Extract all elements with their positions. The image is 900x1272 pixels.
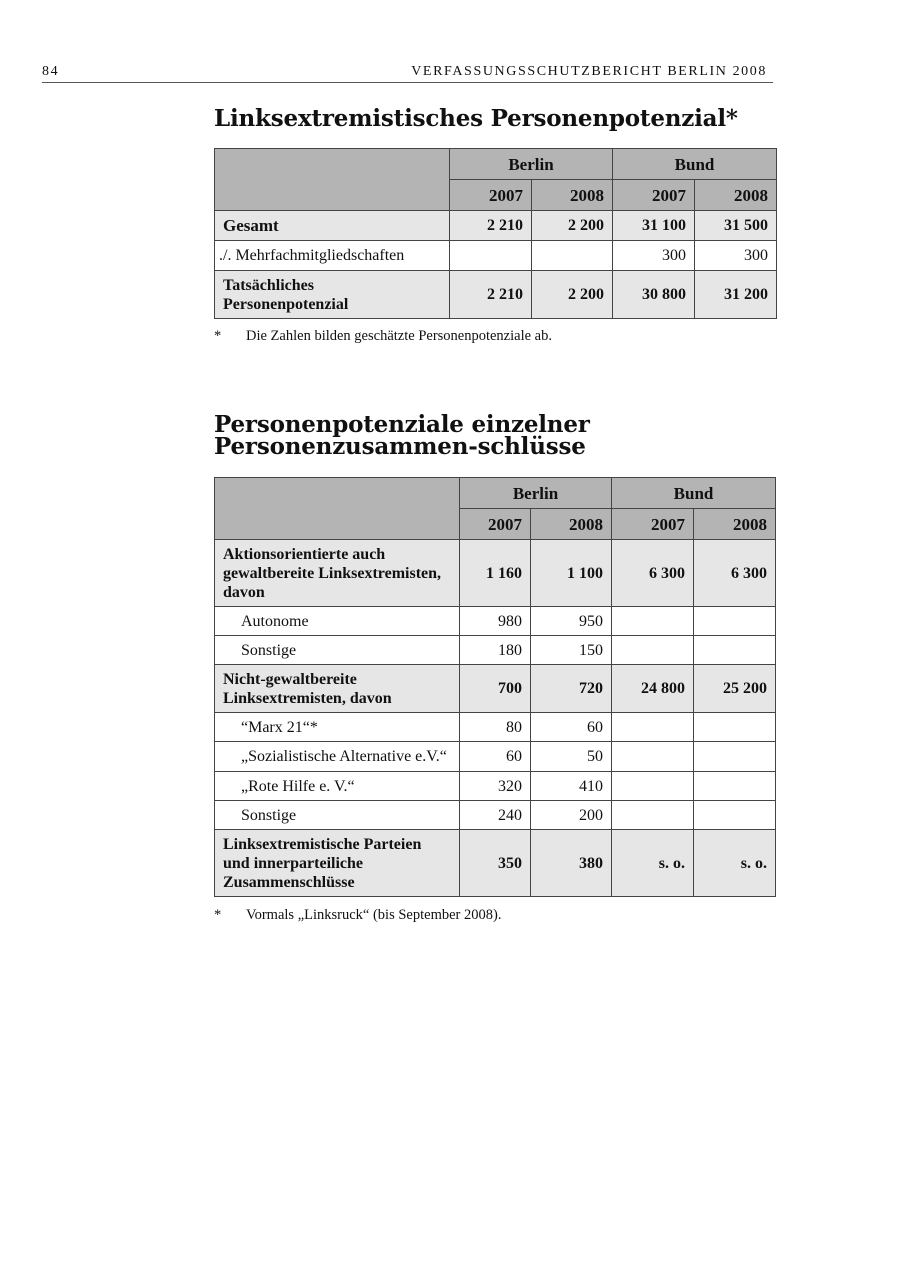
header-blank-cell	[215, 478, 460, 540]
cell-value	[612, 713, 694, 742]
personenpotenzial-table	[214, 148, 777, 319]
running-header	[42, 62, 773, 83]
cell-value	[694, 636, 776, 665]
row-label: „Sozialistische Alternative e.V.“	[215, 742, 460, 772]
row-label: Tatsächliches Personenpotenzial	[215, 271, 450, 319]
cell-value: s. o.	[694, 830, 776, 897]
table-row	[215, 742, 776, 772]
section-title-personenpotenzial: Linksextremistisches Personenpotenzial*	[214, 105, 738, 132]
header-blank-cell	[215, 149, 450, 211]
cell-value: 50	[531, 742, 612, 772]
cell-value: 60	[460, 742, 531, 772]
cell-value: 320	[460, 772, 531, 801]
table-row	[215, 772, 776, 801]
cell-value: 720	[531, 665, 612, 713]
year-header: 2008	[532, 180, 613, 211]
cell-value	[694, 713, 776, 742]
footnote-marker: *	[214, 907, 222, 923]
table-row	[215, 830, 776, 897]
row-label: Nicht-gewaltbereite Linksextremisten, davon	[215, 665, 460, 713]
cell-value	[694, 772, 776, 801]
table-row	[215, 211, 777, 241]
cell-value: 2 210	[450, 211, 532, 241]
row-label: Aktionsorientierte auch gewaltbereite Linksextremisten, davon	[215, 540, 460, 607]
table-row	[215, 540, 776, 607]
row-label: „Rote Hilfe e. V.“	[215, 772, 460, 801]
section-title-zusammenschluesse: Personenpotenziale einzelner Personenzusammen-schlüsse	[214, 411, 590, 460]
row-label: Autonome	[215, 607, 460, 636]
year-header: 2007	[612, 509, 694, 540]
row-label: Linksextremistische Parteien und innerparteiliche Zusammenschlüsse	[215, 830, 460, 897]
cell-value: 6 300	[612, 540, 694, 607]
cell-value: 200	[531, 801, 612, 830]
cell-value	[612, 607, 694, 636]
footnote-text: Vormals „Linksruck“ (bis September 2008).	[246, 907, 502, 923]
cell-value: 150	[531, 636, 612, 665]
group-header-berlin: Berlin	[450, 149, 613, 180]
group-header-bund: Bund	[612, 478, 776, 509]
cell-value: 6 300	[694, 540, 776, 607]
cell-value	[612, 636, 694, 665]
cell-value: 380	[531, 830, 612, 897]
row-label: “Marx 21“*	[215, 713, 460, 742]
footnote-text: Die Zahlen bilden geschätzte Personenpotenziale ab.	[246, 328, 552, 344]
cell-value: 240	[460, 801, 531, 830]
cell-value: 980	[460, 607, 531, 636]
cell-value	[694, 801, 776, 830]
cell-value	[694, 742, 776, 772]
table-row	[215, 636, 776, 665]
group-header-bund: Bund	[613, 149, 777, 180]
cell-value: 2 200	[532, 271, 613, 319]
cell-value: 80	[460, 713, 531, 742]
cell-value: 30 800	[613, 271, 695, 319]
cell-value: 350	[460, 830, 531, 897]
group-header-berlin: Berlin	[460, 478, 612, 509]
year-header: 2007	[450, 180, 532, 211]
cell-value: 300	[695, 241, 777, 271]
year-header: 2007	[460, 509, 531, 540]
cell-value: 700	[460, 665, 531, 713]
cell-value: 950	[531, 607, 612, 636]
footnote-marker: *	[214, 328, 222, 344]
cell-value	[612, 742, 694, 772]
cell-value: 25 200	[694, 665, 776, 713]
cell-value: 31 200	[695, 271, 777, 319]
cell-value: 1 100	[531, 540, 612, 607]
table-row	[215, 713, 776, 742]
cell-value: 24 800	[612, 665, 694, 713]
row-label: Sonstige	[215, 801, 460, 830]
year-header: 2008	[694, 509, 776, 540]
table-row	[215, 271, 777, 319]
cell-value	[694, 607, 776, 636]
table-row	[215, 801, 776, 830]
cell-value	[532, 241, 613, 271]
year-header: 2007	[613, 180, 695, 211]
cell-value: 2 200	[532, 211, 613, 241]
cell-value: 300	[613, 241, 695, 271]
cell-value: 1 160	[460, 540, 531, 607]
table-row	[215, 607, 776, 636]
cell-value: 180	[460, 636, 531, 665]
year-header: 2008	[531, 509, 612, 540]
cell-value: 31 100	[613, 211, 695, 241]
year-header: 2008	[695, 180, 777, 211]
cell-value: 60	[531, 713, 612, 742]
row-label: ./. Mehrfachmitgliedschaften	[215, 241, 450, 271]
running-title: VERFASSUNGSSCHUTZBERICHT BERLIN 2008	[411, 64, 767, 79]
cell-value	[612, 772, 694, 801]
zusammenschluesse-table	[214, 477, 776, 897]
cell-value: 31 500	[695, 211, 777, 241]
row-label: Sonstige	[215, 636, 460, 665]
table-row	[215, 241, 777, 271]
cell-value: s. o.	[612, 830, 694, 897]
cell-value: 410	[531, 772, 612, 801]
cell-value	[450, 241, 532, 271]
page-number: 84	[42, 64, 60, 79]
cell-value	[612, 801, 694, 830]
table-row	[215, 665, 776, 713]
row-label: Gesamt	[215, 211, 450, 241]
cell-value: 2 210	[450, 271, 532, 319]
